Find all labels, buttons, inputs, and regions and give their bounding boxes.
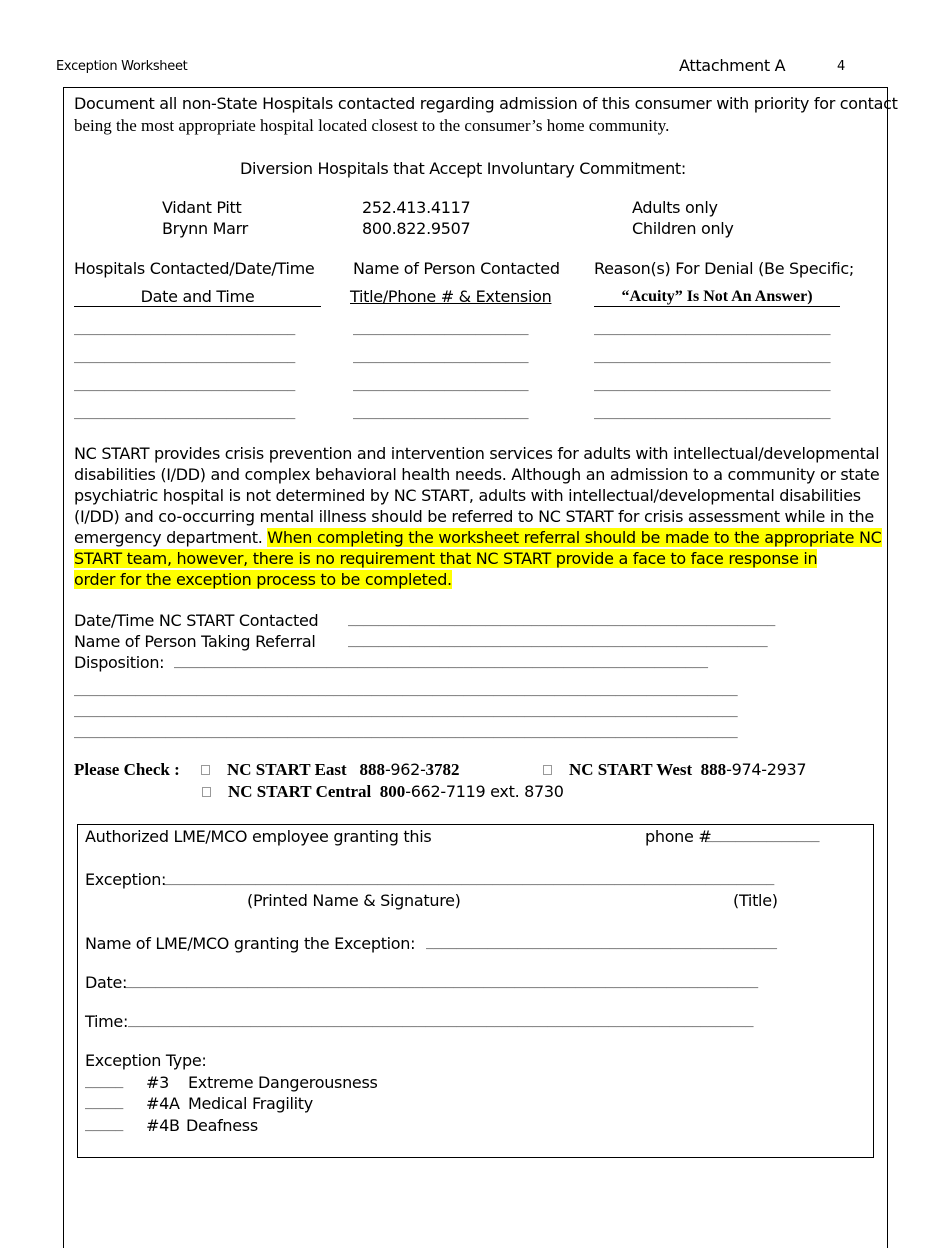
- central-phone-prefix: 800: [379, 782, 406, 801]
- exception-label: Exception:: [85, 870, 167, 889]
- col-reason-header: Reason(s) For Denial (Be Specific;: [594, 259, 855, 278]
- blank-line[interactable]: _______________________________: [594, 321, 831, 336]
- paragraph-line: (I/DD) and co-occurring mental illness should be referred to NC START for crisis assessment while in the: [74, 507, 874, 526]
- checkbox-west[interactable]: [543, 765, 552, 775]
- blank-line[interactable]: _____________________________: [74, 377, 296, 392]
- highlighted-text: START team, however, there is no requirement that NC START provide a face to face response in: [74, 549, 818, 568]
- blank-line[interactable]: _______________________________: [594, 349, 831, 364]
- disposition-extra-blank[interactable]: _______________________________________________________________________________________: [74, 682, 738, 697]
- hospital-phone: 252.413.4117: [362, 198, 471, 217]
- east-phone-mid: -962-: [384, 760, 426, 779]
- lme-label: Name of LME/MCO granting the Exception:: [85, 934, 416, 953]
- printed-name-caption: (Printed Name & Signature): [247, 891, 461, 910]
- exception-type-blank[interactable]: _____: [85, 1117, 124, 1132]
- blank-line[interactable]: _______________________________: [594, 405, 831, 420]
- hospital-name: Vidant Pitt: [162, 198, 242, 217]
- exception-type-code: #4B: [146, 1116, 180, 1135]
- exception-blank[interactable]: ________________________________________________________________________________: [164, 871, 775, 886]
- title-caption: (Title): [733, 891, 778, 910]
- exception-type-code: #4A: [146, 1094, 180, 1113]
- please-check-label: Please Check :: [74, 760, 180, 779]
- disposition-extra-blank[interactable]: _______________________________________________________________________________________: [74, 703, 738, 718]
- blank-line[interactable]: _______________________________: [594, 377, 831, 392]
- disposition-blank[interactable]: ______________________________________________________________________: [174, 654, 708, 669]
- paragraph-text: emergency department.: [74, 528, 268, 547]
- west-phone-prefix: 888: [700, 760, 727, 779]
- paragraph-line: [74, 527, 882, 548]
- west-label: NC START West: [569, 760, 693, 779]
- phone-blank[interactable]: _______________: [705, 828, 820, 843]
- header-attachment-label: Attachment A: [679, 56, 786, 75]
- blank-line[interactable]: _____________________________: [74, 405, 296, 420]
- exception-type-name: Extreme Dangerousness: [188, 1073, 378, 1092]
- paragraph-line: [74, 569, 882, 590]
- contacted-blank[interactable]: ________________________________________________________: [348, 612, 776, 627]
- west-phone-rest: -974-2937: [726, 760, 807, 779]
- blank-line[interactable]: _____________________________: [74, 321, 296, 336]
- blank-line[interactable]: _______________________: [353, 349, 529, 364]
- exception-type-name: Medical Fragility: [188, 1094, 313, 1113]
- exception-type-label: Exception Type:: [85, 1051, 207, 1070]
- disposition-extra-blank[interactable]: _______________________________________________________________________________________: [74, 724, 738, 739]
- east-phone-prefix: 888: [359, 760, 385, 779]
- col-reason-subheader: “Acuity” Is Not An Answer): [594, 287, 840, 307]
- date-label: Date:: [85, 973, 128, 992]
- phone-label: phone #: [645, 827, 712, 846]
- col-hospitals-subheader: Date and Time: [74, 287, 321, 307]
- exception-type-blank[interactable]: _____: [85, 1095, 124, 1110]
- nc-start-east: [227, 760, 460, 780]
- blank-line[interactable]: _____________________________: [74, 349, 296, 364]
- highlighted-text: order for the exception process to be completed.: [74, 570, 452, 589]
- exception-type-name: Deafness: [186, 1116, 258, 1135]
- checkbox-east[interactable]: [201, 765, 210, 775]
- paragraph-line: psychiatric hospital is not determined by NC START, adults with intellectual/developmental disabilities: [74, 486, 861, 505]
- hospital-phone: 800.822.9507: [362, 219, 471, 238]
- highlighted-text: When completing the worksheet referral should be made to the appropriate NC: [267, 528, 882, 547]
- east-phone-end: 3782: [425, 760, 460, 779]
- blank-line[interactable]: _______________________: [353, 321, 529, 336]
- intro-line-1: Document all non-State Hospitals contacted regarding admission of this consumer with priority for contact: [74, 94, 898, 113]
- nc-start-west: [569, 760, 806, 780]
- east-label: NC START East: [227, 760, 347, 779]
- date-blank[interactable]: ___________________________________________________________________________________: [125, 974, 759, 989]
- employee-label: Authorized LME/MCO employee granting this: [85, 827, 432, 846]
- intro-line-2: being the most appropriate hospital located closest to the consumer’s home community.: [74, 116, 670, 135]
- hospital-note: Children only: [632, 219, 734, 238]
- taking-referral-blank[interactable]: _______________________________________________________: [348, 633, 768, 648]
- page-number: 4: [837, 59, 845, 74]
- checkbox-central[interactable]: [202, 787, 211, 797]
- blank-line[interactable]: _______________________: [353, 377, 529, 392]
- diversion-title: Diversion Hospitals that Accept Involuntary Commitment:: [240, 159, 686, 178]
- taking-referral-label: Name of Person Taking Referral: [74, 632, 316, 651]
- time-blank[interactable]: __________________________________________________________________________________: [128, 1013, 754, 1028]
- time-label: Time:: [85, 1012, 129, 1031]
- exception-type-code: #3: [146, 1073, 169, 1092]
- nc-start-paragraph: [74, 443, 882, 590]
- col-hospitals-header: Hospitals Contacted/Date/Time: [74, 259, 315, 278]
- central-label: NC START Central: [228, 782, 372, 801]
- hospital-note: Adults only: [632, 198, 718, 217]
- hospital-name: Brynn Marr: [162, 219, 248, 238]
- nc-start-central: [228, 782, 564, 802]
- header-worksheet-title: Exception Worksheet: [56, 59, 188, 74]
- disposition-label: Disposition:: [74, 653, 165, 672]
- paragraph-line: disabilities (I/DD) and complex behavioral health needs. Although an admission to a community or state: [74, 465, 880, 484]
- exception-type-blank[interactable]: _____: [85, 1074, 124, 1089]
- contacted-label: Date/Time NC START Contacted: [74, 611, 319, 630]
- paragraph-line: NC START provides crisis prevention and intervention services for adults with intellectual/developmental: [74, 444, 880, 463]
- col-person-header: Name of Person Contacted: [353, 259, 560, 278]
- paragraph-line: [74, 548, 882, 569]
- lme-blank[interactable]: ______________________________________________: [426, 935, 777, 950]
- central-phone-rest: -662-7119 ext. 8730: [405, 782, 564, 801]
- blank-line[interactable]: _______________________: [353, 405, 529, 420]
- col-person-subheader: Title/Phone # & Extension: [350, 287, 552, 306]
